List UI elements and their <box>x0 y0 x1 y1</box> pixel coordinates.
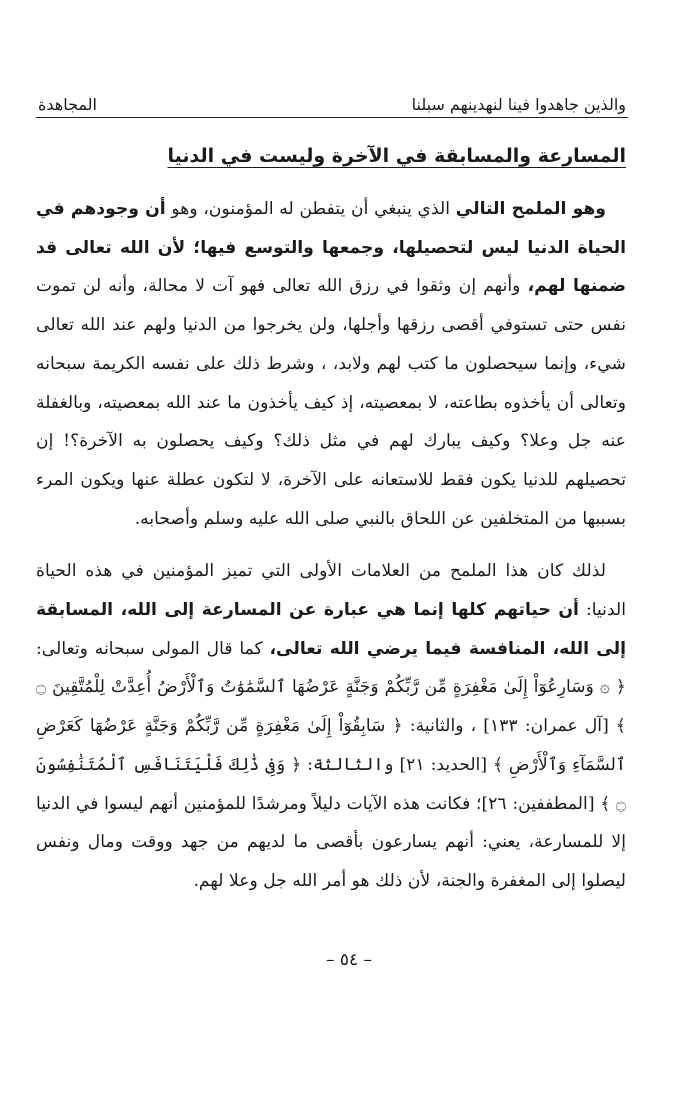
running-header <box>38 88 626 114</box>
text-run: لذلك كان هذا الملمح من العلامات الأولى التي تميز المؤمنين في هذه الحياة الدنيا: <box>36 561 626 621</box>
chapter-title: المجاهدة <box>38 95 97 114</box>
bold-phrase: وهو الملمح التالي <box>455 199 606 219</box>
text-run: [المطففين: ٢٦]؛ فكانت هذه الآيات دليلاً ومرشدًا للمؤمنين أنهم ليسوا في الدنيا إلا للمسارعة، يعني: أنهم يسارعون بأقصى ما لديهم من جهد ووقت ومال ونفس ليصلوا إلى المغفرة والجنة، لأن ذلك هو أمر الله جل وعلا لهم. <box>36 793 626 891</box>
quran-verse: ﴿ ۞ وَسَارِعُوٓاْ إِلَىٰ مَغْفِرَةٍ مِّن رَّبِّكُمْ وَجَنَّةٍ عَرْضُهَا ٱلسَّمَٰوَٰتُ وَٱلْأَرْضُ أُعِدَّتْ لِلْمُتَّقِينَ ۝ ﴾ <box>36 677 626 737</box>
bold-phrase: أن حياتهم كلها إنما هي عبارة عن المسارعة إلى الله، المسابقة إلى الله، المنافسة فيما يرضي الله تعالى، <box>36 600 627 659</box>
book-title: والذين جاهدوا فينا لنهدينهم سبلنا <box>411 95 626 114</box>
text-run: الذي ينبغي أن يتفطن له المؤمنون، وهو <box>165 199 456 219</box>
verse-reference: [الحديد: ٢١] والثالثة: <box>301 754 493 775</box>
body-text <box>36 190 626 901</box>
section-title: المسارعة والمسابقة في الآخرة وليست في الدنيا <box>167 145 626 167</box>
text-run: وأنهم إن وثقوا في رزق الله تعالى فهو آت لا محالة، وأنه لن تموت نفس حتى تستوفي أقصى رزقها وأجلها، ولن يخرجوا من الدنيا ولهم عند الله تعالى شيء، وإنما سيحصلون ما كتب لهم ولابد، ، وشرط ذلك على نفسه الكريمة سبحانه وتعالى أن يأخذوه بطاعته، لا بمعصيته، إذ كيف يأخذون ما عند الله بمعصيته، وبالغفلة عنه جل وعلا؟ وكيف يبارك لهم في مثل ذلك؟ وكيف يحصلون به الآخرة؟! إن تحصيلهم للدنيا يكون فقط للاستعانه على الآخرة، لا لتكون عطلة عنها ويكون المرء بسببها من المتخلفين عن اللحاق بالنبي صلى الله عليه وسلم وأصحابه. <box>36 276 626 529</box>
quran-verse: ﴿ وَفِى ذَٰلِكَ فَلْيَتَنَافَسِ ٱلْمُتَنَٰفِسُونَ ۝ ﴾ <box>36 754 626 814</box>
page-number: – ٥٤ – <box>325 950 373 970</box>
bold-phrase: أن وجودهم في الحياة الدنيا ليس لتحصيلها، وجمعها والتوسع فيها؛ لأن الله تعالى قد ضمنها لهم، <box>36 199 626 297</box>
paragraph <box>36 552 626 900</box>
paragraph <box>36 190 626 538</box>
verse-reference: [آل عمران: ١٣٣] ، والثانية: <box>402 716 616 737</box>
quran-verse: ﴿ سَابِقُوٓاْ إِلَىٰ مَغْفِرَةٍ مِّن رَّبِّكُمْ وَجَنَّةٍ عَرْضُهَا كَعَرْضِ ٱلسَّمَآءِ وَٱلْأَرْضِ ﴾ <box>36 716 626 775</box>
text-run: كما قال المولى سبحانه وتعالى: <box>36 638 270 659</box>
header-divider <box>36 117 628 118</box>
